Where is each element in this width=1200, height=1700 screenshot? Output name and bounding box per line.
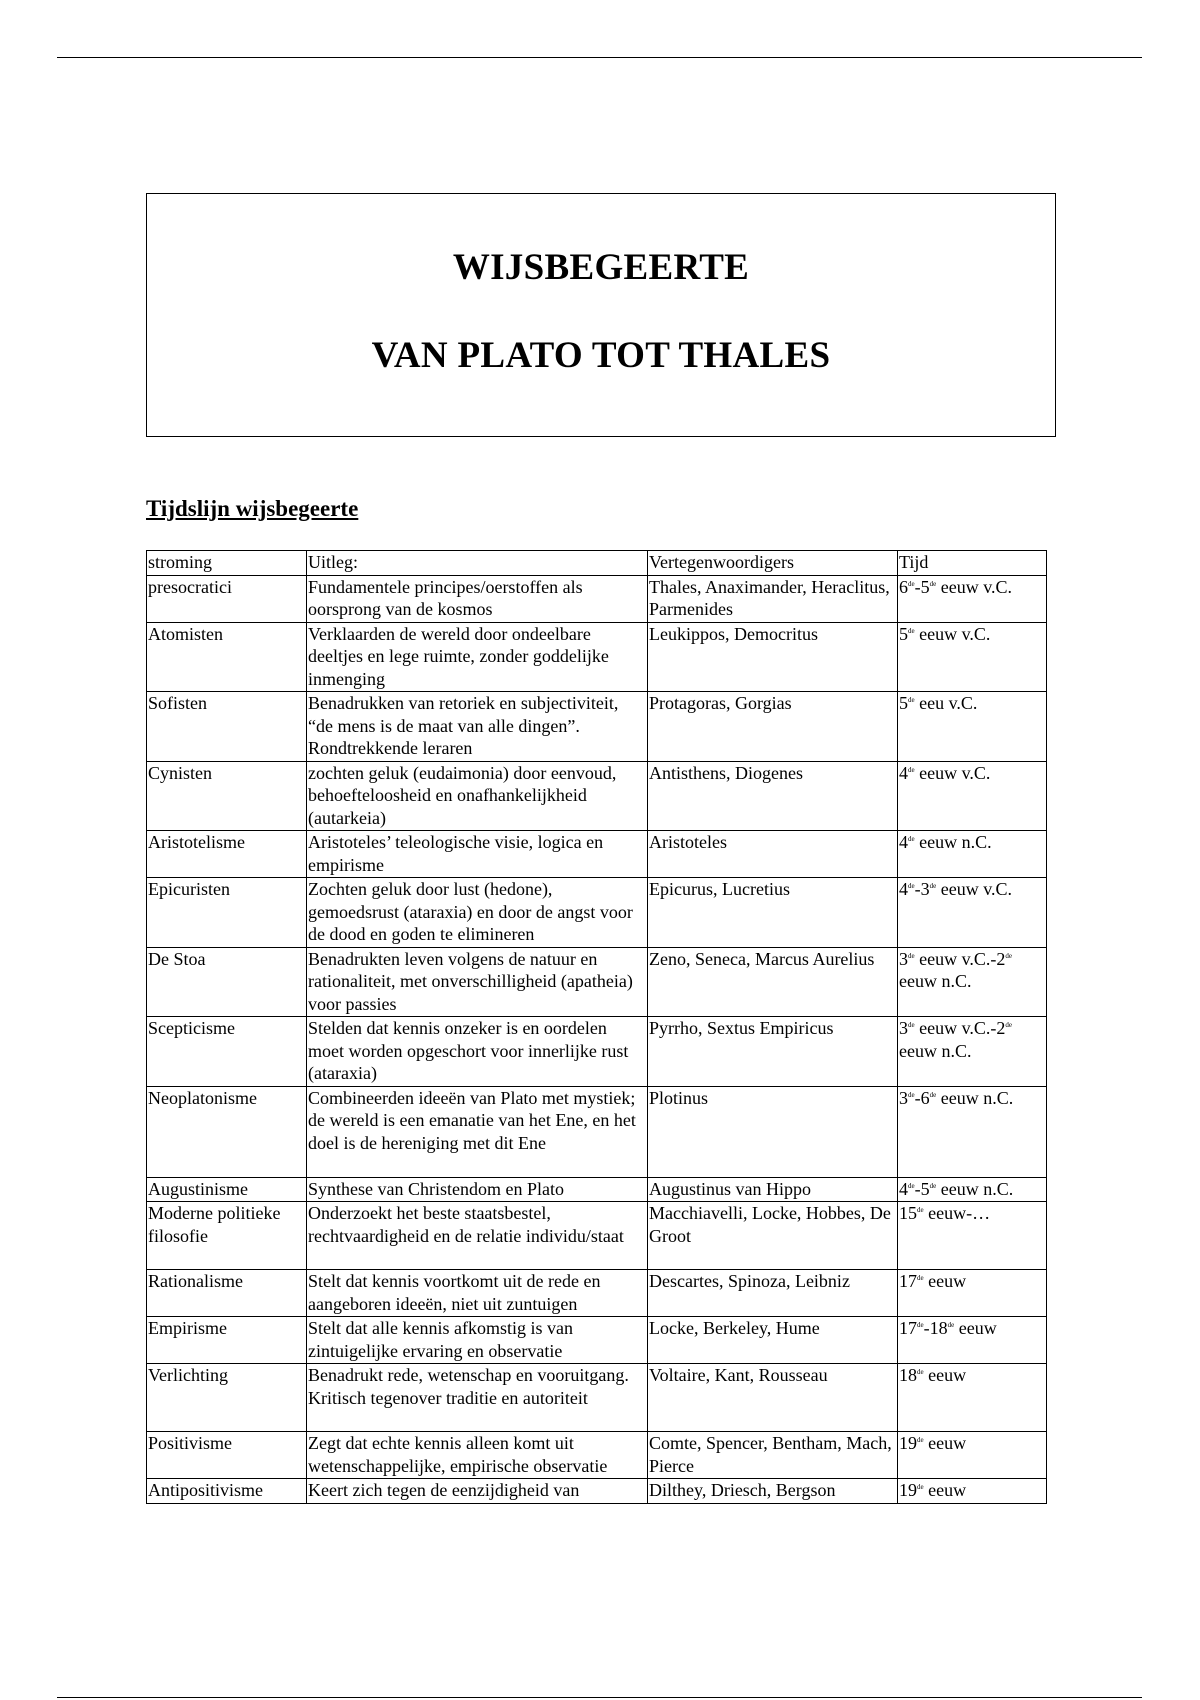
cell-tijd: 4de-5de eeuw n.C. [898, 1177, 1047, 1202]
cell-vertegenwoordigers: Comte, Spencer, Bentham, Mach, Pierce [648, 1432, 898, 1479]
cell-tijd: 4de eeuw n.C. [898, 831, 1047, 878]
table-row [147, 1479, 1047, 1504]
cell-uitleg: Combineerden ideeën van Plato met mystiek; de wereld is een emanatie van het Ene, en het doel is de hereniging met dit Ene [307, 1086, 648, 1177]
cell-vertegenwoordigers: Thales, Anaximander, Heraclitus, Parmenides [648, 575, 898, 622]
cell-tijd: 17de-18de eeuw [898, 1317, 1047, 1364]
table-row [147, 1364, 1047, 1432]
cell-stroming: Verlichting [147, 1364, 307, 1432]
cell-stroming: Moderne politieke filosofie [147, 1202, 307, 1270]
cell-tijd: 6de-5de eeuw v.C. [898, 575, 1047, 622]
cell-tijd: 4de eeuw v.C. [898, 761, 1047, 831]
cell-tijd: 19de eeuw [898, 1479, 1047, 1504]
cell-vertegenwoordigers: Leukippos, Democritus [648, 622, 898, 692]
cell-uitleg: zochten geluk (eudaimonia) door eenvoud, behoefteloosheid en onafhankelijkheid (autarkeia) [307, 761, 648, 831]
cell-vertegenwoordigers: Zeno, Seneca, Marcus Aurelius [648, 947, 898, 1017]
header-rule [57, 57, 1142, 58]
table-row [147, 1202, 1047, 1270]
table-header-row [147, 551, 1047, 576]
cell-vertegenwoordigers: Antisthens, Diogenes [648, 761, 898, 831]
column-header-vertegenwoordigers: Vertegenwoordigers [648, 551, 898, 576]
footer-rule [57, 1697, 1142, 1698]
document-subtitle: VAN PLATO TOT THALES [371, 335, 831, 376]
cell-tijd: 3de eeuw v.C.-2de eeuw n.C. [898, 1017, 1047, 1087]
cell-vertegenwoordigers: Augustinus van Hippo [648, 1177, 898, 1202]
cell-vertegenwoordigers: Plotinus [648, 1086, 898, 1177]
cell-uitleg: Stelt dat alle kennis afkomstig is van zintuigelijke ervaring en observatie [307, 1317, 648, 1364]
column-header-stroming: stroming [147, 551, 307, 576]
cell-uitleg: Fundamentele principes/oerstoffen als oorsprong van de kosmos [307, 575, 648, 622]
table-row [147, 575, 1047, 622]
cell-uitleg: Synthese van Christendom en Plato [307, 1177, 648, 1202]
cell-stroming: Positivisme [147, 1432, 307, 1479]
cell-tijd: 18de eeuw [898, 1364, 1047, 1432]
cell-vertegenwoordigers: Locke, Berkeley, Hume [648, 1317, 898, 1364]
cell-stroming: Rationalisme [147, 1270, 307, 1317]
table-row [147, 831, 1047, 878]
cell-tijd: 19de eeuw [898, 1432, 1047, 1479]
cell-tijd: 5de eeu v.C. [898, 692, 1047, 762]
cell-tijd: 15de eeuw-… [898, 1202, 1047, 1270]
cell-tijd: 4de-3de eeuw v.C. [898, 878, 1047, 948]
cell-stroming: presocratici [147, 575, 307, 622]
column-header-tijd: Tijd [898, 551, 1047, 576]
cell-uitleg: Stelt dat kennis voortkomt uit de rede en aangeboren ideeën, niet uit zuntuigen [307, 1270, 648, 1317]
cell-uitleg: Benadrukken van retoriek en subjectiviteit, “de mens is de maat van alle dingen”. Rondtrekkende leraren [307, 692, 648, 762]
cell-stroming: Atomisten [147, 622, 307, 692]
cell-uitleg: Verklaarden de wereld door ondeelbare deeltjes en lege ruimte, zonder goddelijke inmenging [307, 622, 648, 692]
cell-vertegenwoordigers: Pyrrho, Sextus Empiricus [648, 1017, 898, 1087]
title-box [146, 193, 1056, 437]
cell-vertegenwoordigers: Dilthey, Driesch, Bergson [648, 1479, 898, 1504]
section-heading: Tijdslijn wijsbegeerte [146, 496, 359, 521]
cell-stroming: Antipositivisme [147, 1479, 307, 1504]
cell-tijd: 5de eeuw v.C. [898, 622, 1047, 692]
cell-stroming: Epicuristen [147, 878, 307, 948]
cell-vertegenwoordigers: Aristoteles [648, 831, 898, 878]
document-title: WIJSBEGEERTE [452, 247, 750, 288]
cell-tijd: 3de eeuw v.C.-2de eeuw n.C. [898, 947, 1047, 1017]
timeline-table [146, 550, 1047, 1504]
cell-uitleg: Aristoteles’ teleologische visie, logica en empirisme [307, 831, 648, 878]
cell-vertegenwoordigers: Protagoras, Gorgias [648, 692, 898, 762]
table-row [147, 1317, 1047, 1364]
table-row [147, 947, 1047, 1017]
cell-stroming: Empirisme [147, 1317, 307, 1364]
table-row [147, 1017, 1047, 1087]
cell-stroming: Sofisten [147, 692, 307, 762]
cell-vertegenwoordigers: Macchiavelli, Locke, Hobbes, De Groot [648, 1202, 898, 1270]
cell-tijd: 17de eeuw [898, 1270, 1047, 1317]
cell-stroming: Aristotelisme [147, 831, 307, 878]
table-row [147, 692, 1047, 762]
table-row [147, 622, 1047, 692]
cell-vertegenwoordigers: Epicurus, Lucretius [648, 878, 898, 948]
cell-uitleg: Zochten geluk door lust (hedone), gemoedsrust (ataraxia) en door de angst voor de dood en goden te elimineren [307, 878, 648, 948]
cell-stroming: De Stoa [147, 947, 307, 1017]
cell-stroming: Cynisten [147, 761, 307, 831]
cell-uitleg: Benadrukt rede, wetenschap en vooruitgang. Kritisch tegenover traditie en autoriteit [307, 1364, 648, 1432]
table-row [147, 1432, 1047, 1479]
cell-stroming: Neoplatonisme [147, 1086, 307, 1177]
cell-vertegenwoordigers: Voltaire, Kant, Rousseau [648, 1364, 898, 1432]
table-row [147, 761, 1047, 831]
cell-uitleg: Keert zich tegen de eenzijdigheid van [307, 1479, 648, 1504]
cell-tijd: 3de-6de eeuw n.C. [898, 1086, 1047, 1177]
cell-stroming: Augustinisme [147, 1177, 307, 1202]
cell-vertegenwoordigers: Descartes, Spinoza, Leibniz [648, 1270, 898, 1317]
cell-uitleg: Onderzoekt het beste staatsbestel, rechtvaardigheid en de relatie individu/staat [307, 1202, 648, 1270]
table-row [147, 878, 1047, 948]
table-row [147, 1270, 1047, 1317]
cell-uitleg: Zegt dat echte kennis alleen komt uit wetenschappelijke, empirische observatie [307, 1432, 648, 1479]
column-header-uitleg: Uitleg: [307, 551, 648, 576]
table-row [147, 1086, 1047, 1177]
cell-stroming: Scepticisme [147, 1017, 307, 1087]
cell-uitleg: Benadrukten leven volgens de natuur en rationaliteit, met onverschilligheid (apatheia) voor passies [307, 947, 648, 1017]
cell-uitleg: Stelden dat kennis onzeker is en oordelen moet worden opgeschort voor innerlijke rust (ataraxia) [307, 1017, 648, 1087]
table-row [147, 1177, 1047, 1202]
